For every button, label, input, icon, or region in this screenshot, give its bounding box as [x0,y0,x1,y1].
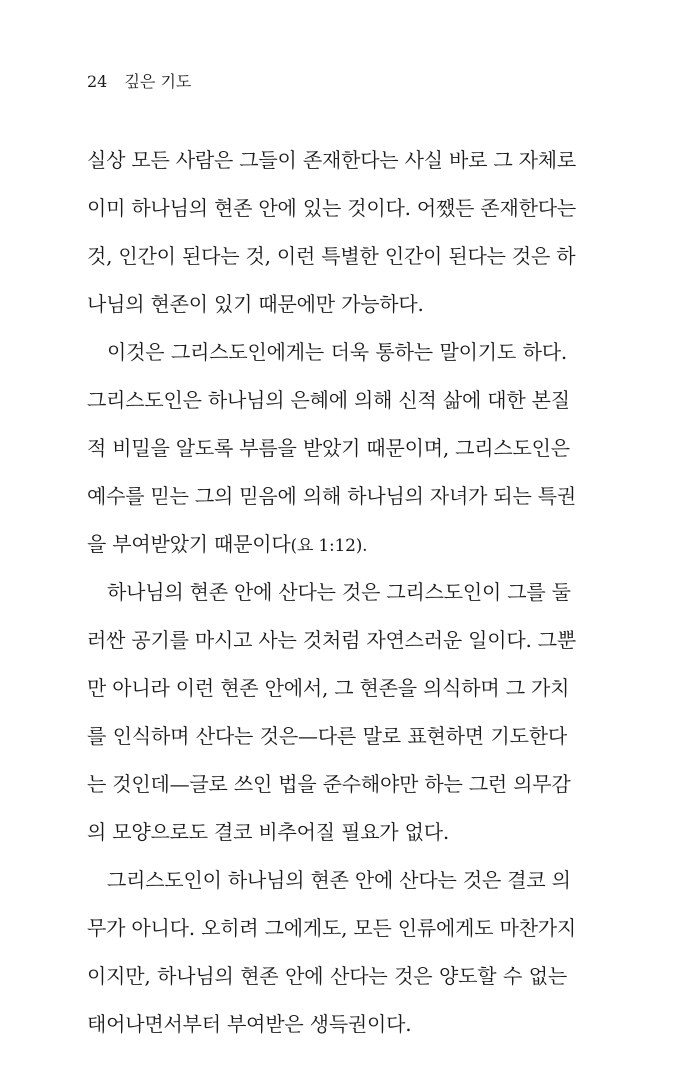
text-line-text: 을 부여받았기 때문이다 [87,532,291,556]
text-line: 무가 아니다. 오히려 그에게도, 모든 인류에게도 마찬가지 [87,916,577,940]
text-line: 하나님의 현존 안에 산다는 것은 그리스도인이 그를 둘 [107,580,571,604]
text-line: 만 아니라 이런 현존 안에서, 그 현존을 의식하며 그 가치 [87,676,570,700]
text-line: 를 인식하며 산다는 것은—다른 말로 표현하면 기도한다 [87,724,567,748]
page-number: 24 [87,72,108,91]
paragraph [87,568,577,856]
text-line: 것, 인간이 된다는 것, 이런 특별한 인간이 된다는 것은 하 [87,244,576,268]
body-text [87,136,577,1048]
text-line: 그리스도인은 하나님의 은혜에 의해 신적 삶에 대한 본질 [87,388,570,412]
text-line: 러싼 공기를 마시고 사는 것처럼 자연스러운 일이다. 그뿐 [87,628,577,652]
text-line: 이지만, 하나님의 현존 안에 산다는 것은 양도할 수 없는 [87,964,567,988]
paragraph [87,136,577,328]
text-line: 예수를 믿는 그의 믿음에 의해 하나님의 자녀가 되는 특권 [87,484,577,508]
text-line: 적 비밀을 알도록 부름을 받았기 때문이며, 그리스도인은 [87,436,570,460]
paragraph [87,856,577,1048]
text-line: 는 것인데—글로 쓰인 법을 준수해야만 하는 그런 의무감 [87,772,571,796]
paragraph [87,328,577,568]
text-line-with-reference [87,520,567,568]
text-line: 이것은 그리스도인에게는 더욱 통하는 말이기도 하다. [107,340,567,364]
text-line: 태어나면서부터 부여받은 생득권이다. [87,1012,412,1036]
running-title: 깊은 기도 [124,72,192,91]
text-line: 이미 하나님의 현존 안에 있는 것이다. 어쨌든 존재한다는 [87,196,577,220]
text-line: 실상 모든 사람은 그들이 존재한다는 사실 바로 그 자체로 [87,148,577,172]
scripture-reference: (요 1:12). [290,536,368,556]
text-line: 의 모양으로도 결코 비추어질 필요가 없다. [87,820,449,844]
text-line: 나님의 현존이 있기 때문에만 가능하다. [87,292,424,316]
running-header [87,70,191,94]
text-line: 그리스도인이 하나님의 현존 안에 산다는 것은 결코 의 [107,868,571,892]
